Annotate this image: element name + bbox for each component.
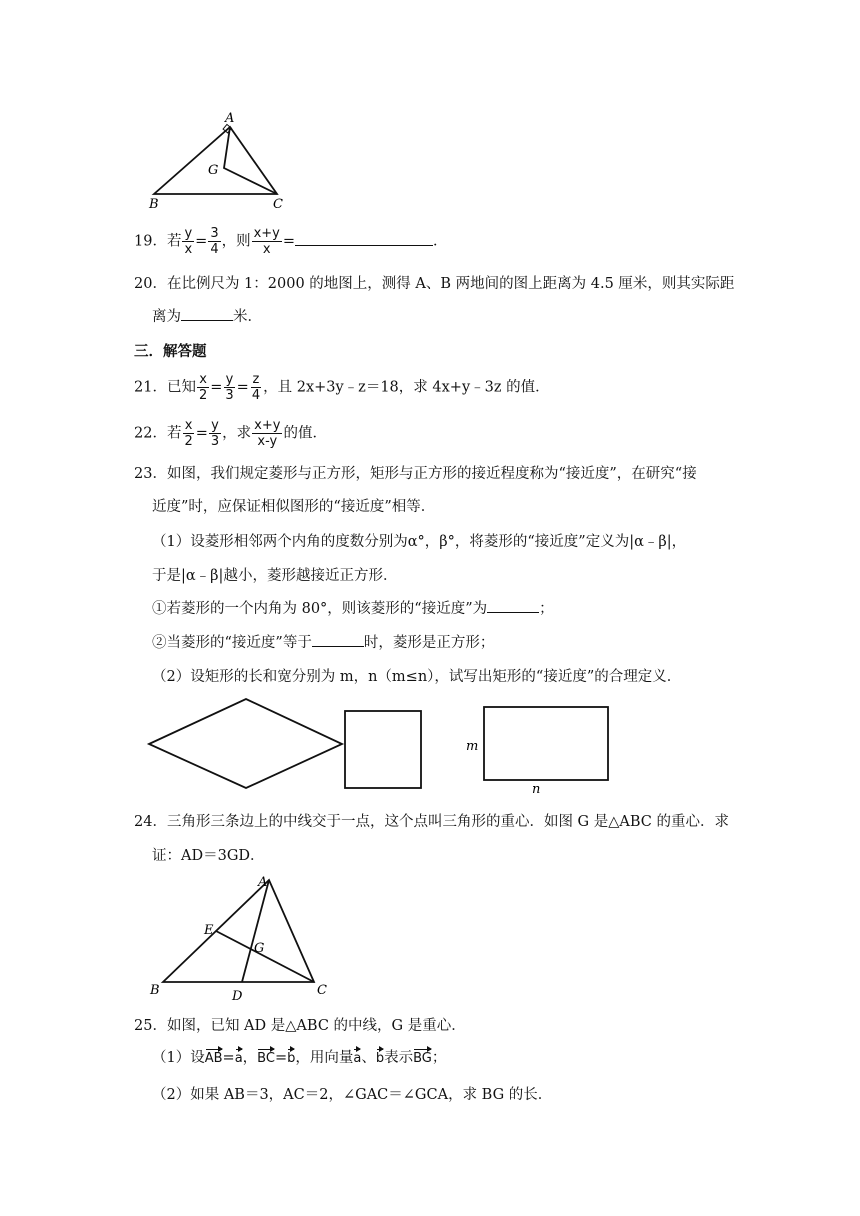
frac-num: x+y	[254, 418, 281, 433]
median-ce	[216, 931, 314, 982]
question-number: 23．	[134, 466, 167, 482]
question-20-line1	[134, 272, 734, 293]
shapes-figure	[144, 697, 624, 799]
question-23-item2	[152, 631, 494, 652]
question-21	[134, 372, 550, 403]
q24-text: 三角形三条边上的中线交于一点，这个点叫三角形的重心．如图 G 是△ABC 的重心．求	[166, 814, 730, 830]
q19-end: ．	[433, 233, 448, 250]
question-number: 21．	[134, 379, 167, 396]
fraction-y-over-3	[209, 418, 221, 449]
label-e: E	[204, 923, 214, 938]
frac-num: 3	[210, 226, 219, 241]
label-a: A	[258, 875, 268, 890]
vector-ab: AB	[205, 1047, 223, 1066]
q20-pre: 离为	[152, 309, 181, 325]
q21-pre: 已知	[166, 379, 196, 396]
frac-num: z	[252, 372, 260, 387]
question-25-line1	[134, 1014, 466, 1035]
separator: 、	[361, 1050, 376, 1066]
q19-mid: ，则	[221, 233, 251, 250]
label-n: n	[532, 782, 541, 797]
vector-b: b	[376, 1047, 384, 1066]
frac-den: 4	[210, 242, 219, 257]
frac-den: x	[184, 242, 193, 257]
triangle-abc	[163, 880, 314, 982]
q23-item1-text: ①若菱形的一个内角为 80°，则该菱形的“接近度”为	[152, 601, 488, 617]
fraction-3-over-4	[208, 226, 220, 257]
separator: ，	[242, 1050, 258, 1066]
q23-text: 如图，我们规定菱形与正方形，矩形与正方形的接近程度称为“接近度”，在研究“接	[166, 466, 697, 482]
question-number: 25．	[134, 1018, 167, 1034]
question-number: 22．	[134, 425, 167, 442]
label-c: C	[317, 983, 327, 998]
frac-num: x	[184, 418, 193, 433]
q25-p1-post: 表示	[384, 1050, 414, 1066]
fraction-z-over-4	[250, 372, 262, 403]
frac-den: x-y	[257, 434, 278, 449]
label-c: C	[273, 197, 283, 210]
q23-item2-end: 时，菱形是正方形；	[363, 635, 495, 651]
equals: =	[282, 233, 296, 250]
question-24-line2: 证：AD＝3GD．	[152, 848, 265, 864]
vector-a: a	[235, 1047, 243, 1066]
label-d: D	[232, 989, 243, 1004]
fraction-x-over-2	[182, 418, 194, 449]
median-ad	[242, 880, 269, 982]
q25-p1-end: ；	[431, 1050, 447, 1066]
vector-b: b	[287, 1047, 295, 1066]
label-g: G	[254, 941, 265, 956]
q25-p1-mid: ，用向量	[295, 1050, 354, 1066]
frac-den: x	[262, 242, 271, 257]
label-b: B	[150, 983, 160, 998]
q22-post: 的值．	[283, 425, 327, 442]
question-19	[134, 226, 448, 257]
vector-bc: BC	[257, 1047, 275, 1066]
equals: =	[236, 379, 249, 396]
question-24-line1	[134, 810, 729, 831]
frac-num: x+y	[253, 226, 280, 241]
q20-text: 在比例尺为 1：2000 的地图上，测得 A、B 两地间的图上距离为 4.5 厘米，则其实际距	[166, 276, 735, 292]
question-20-line2	[152, 305, 262, 326]
square-shape	[345, 711, 421, 788]
q21-post: ，且 2x+3y﹣z＝18，求 4x+y﹣3z 的值．	[263, 379, 550, 396]
frac-den: 3	[210, 434, 220, 449]
answer-blank	[181, 306, 233, 321]
equals: =	[274, 1050, 288, 1066]
frac-num: y	[184, 226, 193, 241]
question-25-part2: （2）如果 AB＝3，AC＝2，∠GAC＝∠GCA，求 BG 的长．	[152, 1087, 553, 1103]
q22-pre: 若	[166, 425, 182, 442]
frac-den: 4	[251, 388, 261, 403]
fraction-sum-over-diff	[252, 418, 282, 449]
section-heading: 三．解答题	[134, 344, 207, 360]
equals: =	[195, 425, 208, 442]
frac-num: y	[225, 372, 234, 387]
question-23-line1	[134, 462, 697, 483]
vector-bg: BG	[413, 1047, 432, 1066]
question-number: 19．	[134, 233, 167, 250]
frac-den: 3	[225, 388, 234, 403]
answer-blank	[487, 598, 539, 613]
rectangle-shape	[484, 707, 608, 780]
q20-post: 米．	[233, 309, 262, 325]
q23-item1-end: ；	[539, 601, 554, 617]
question-23-part1-line2: 于是|α﹣β|越小，菱形越接近正方形．	[152, 568, 398, 584]
label-b: B	[149, 197, 159, 210]
q19-pre: 若	[166, 233, 182, 250]
fraction-y-over-3	[223, 372, 235, 403]
frac-num: y	[211, 418, 219, 433]
answer-blank	[312, 632, 364, 647]
frac-den: 2	[198, 388, 208, 403]
question-23-part2: （2）设矩形的长和宽分别为 m，n（m≤n），试写出矩形的“接近度”的合理定义．	[152, 669, 682, 685]
frac-den: 2	[184, 434, 193, 449]
question-22	[134, 418, 327, 449]
label-a: A	[225, 111, 235, 126]
question-23-line2: 近度”时，应保证相似图形的“接近度”相等．	[152, 499, 436, 515]
fraction-y-over-x	[182, 226, 194, 257]
rhombus-shape	[149, 699, 342, 788]
right-triangle-figure	[146, 110, 286, 210]
fraction-x-over-2	[197, 372, 209, 403]
question-25-part1	[152, 1046, 446, 1067]
question-23-item1	[152, 597, 554, 618]
q25-text: 如图，已知 AD 是△ABC 的中线，G 是重心．	[166, 1018, 466, 1034]
label-m: m	[466, 739, 479, 754]
answer-blank	[295, 231, 433, 246]
equals: =	[210, 379, 223, 396]
q25-p1-pre: （1）设	[152, 1050, 205, 1066]
fraction-xy-over-x	[252, 226, 282, 257]
centroid-triangle-figure	[146, 870, 336, 1004]
equals: =	[222, 1050, 235, 1066]
q22-mid: ，求	[222, 425, 252, 442]
vector-a: a	[353, 1047, 361, 1066]
q23-item2-text: ②当菱形的“接近度”等于	[152, 635, 312, 651]
equals: =	[195, 233, 208, 250]
question-number: 20．	[134, 276, 167, 292]
frac-num: x	[199, 372, 207, 387]
label-g: G	[208, 163, 219, 178]
question-23-part1-line1: （1）设菱形相邻两个内角的度数分别为α°，β°，将菱形的“接近度”定义为|α﹣β|，	[152, 534, 687, 550]
question-number: 24．	[134, 814, 167, 830]
